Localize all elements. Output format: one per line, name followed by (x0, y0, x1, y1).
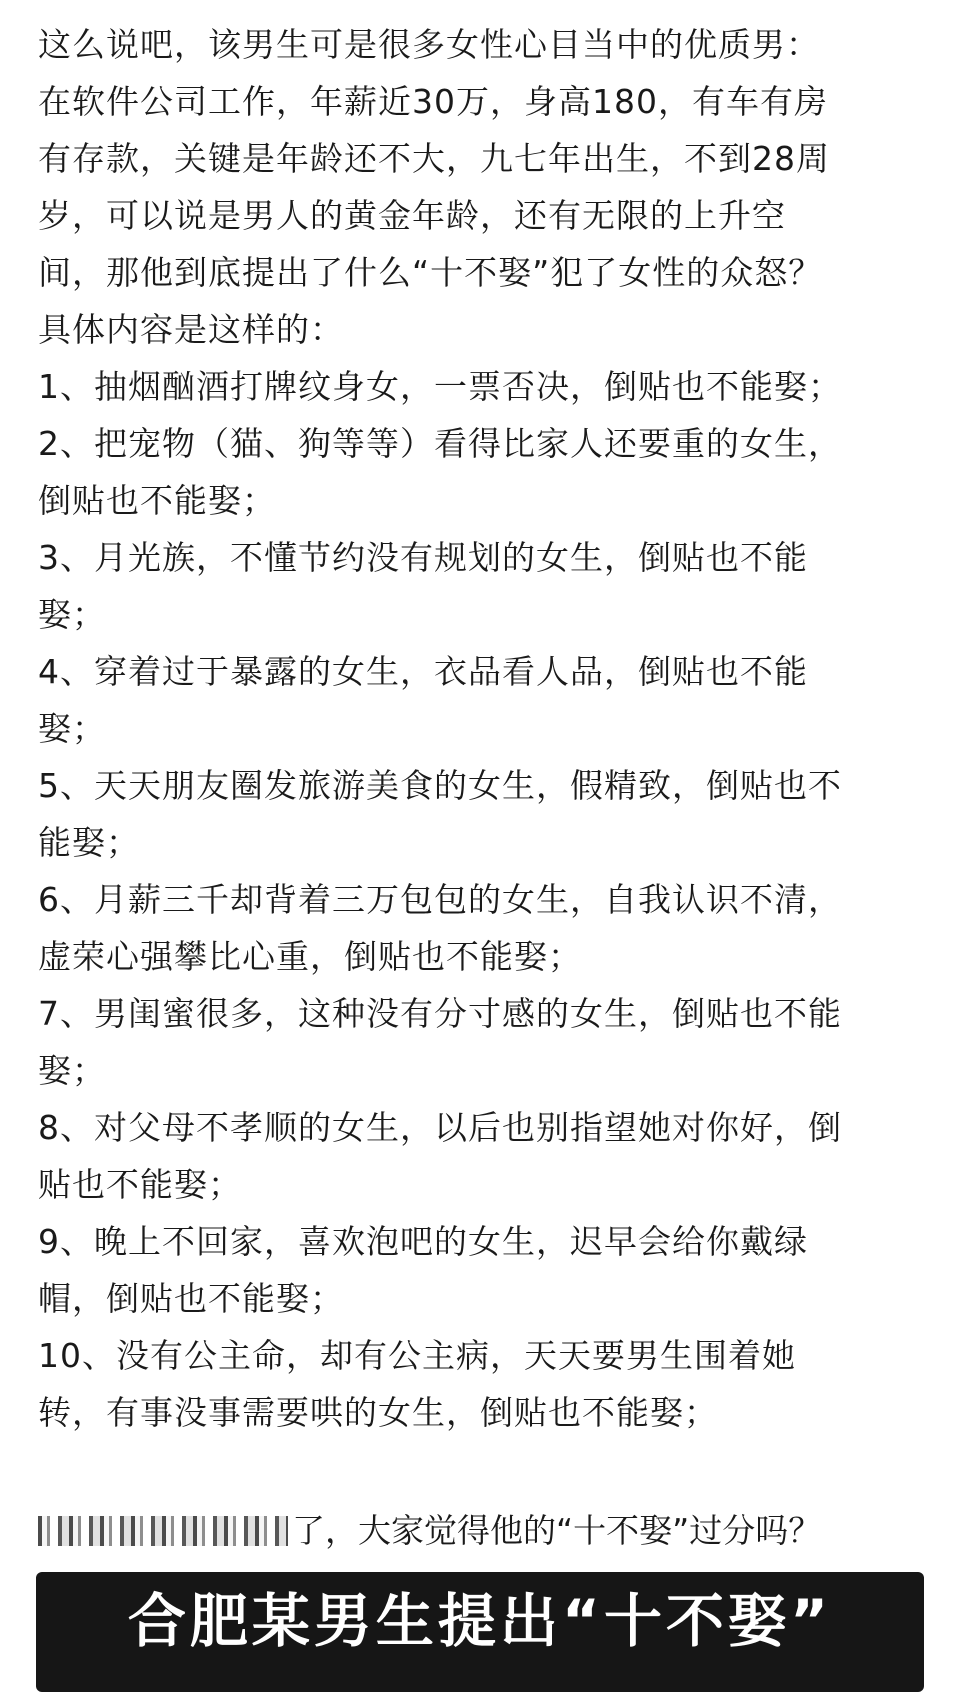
article-line: 具体内容是这样的： (38, 310, 344, 349)
list-item-3: 3、月光族，不懂节约没有规划的女生，倒贴也不能 (38, 538, 808, 577)
article-line: 岁，可以说是男人的黄金年龄，还有无限的上升空 (38, 196, 786, 235)
list-item-8-cont: 贴也不能娶； (38, 1165, 242, 1204)
list-item-2-cont: 倒贴也不能娶； (38, 481, 276, 520)
list-item-8: 8、对父母不孝顺的女生，以后也别指望她对你好，倒 (38, 1108, 842, 1147)
list-item-9: 9、晚上不回家，喜欢泡吧的女生，迟早会给你戴绿 (38, 1222, 808, 1261)
article-line: 有存款，关键是年龄还不大，九七年出生，不到28周 (38, 139, 830, 178)
list-item-10-cont: 转，有事没事需要哄的女生，倒贴也不能娶； (38, 1393, 718, 1432)
list-item-2: 2、把宠物（猫、狗等等）看得比家人还要重的女生， (38, 424, 842, 463)
list-item-4: 4、穿着过于暴露的女生，衣品看人品，倒贴也不能 (38, 652, 808, 691)
list-item-10: 10、没有公主命，却有公主病，天天要男生围着她 (38, 1336, 796, 1375)
list-item-6-cont: 虚荣心强攀比心重，倒贴也不能娶； (38, 937, 582, 976)
list-item-5: 5、天天朋友圈发旅游美食的女生，假精致，倒贴也不 (38, 766, 842, 805)
list-item-7-cont: 娶； (38, 1051, 106, 1090)
list-item-9-cont: 帽，倒贴也不能娶； (38, 1279, 344, 1318)
article-line: 间，那他到底提出了什么“十不娶”犯了女性的众怒？ (38, 253, 823, 292)
closing-question-text: 了，大家觉得他的“十不娶”过分吗？ (292, 1511, 822, 1550)
article-line: 在软件公司工作，年薪近30万，身高180，有车有房 (38, 82, 828, 121)
article-line: 这么说吧，该男生可是很多女性心目当中的优质男： (38, 25, 820, 64)
closing-question (38, 1502, 821, 1559)
list-item-5-cont: 能娶； (38, 823, 140, 862)
list-item-7: 7、男闺蜜很多，这种没有分寸感的女生，倒贴也不能 (38, 994, 842, 1033)
pixelated-redaction (38, 1516, 288, 1546)
list-item-4-cont: 娶； (38, 709, 106, 748)
list-item-3-cont: 娶； (38, 595, 106, 634)
headline-banner (36, 1572, 924, 1692)
list-item-1: 1、抽烟酗酒打牌纹身女，一票否决，倒贴也不能娶； (38, 367, 842, 406)
list-item-6: 6、月薪三千却背着三万包包的女生，自我认识不清， (38, 880, 842, 919)
article-body (38, 16, 938, 1441)
headline-title: 合肥某男生提出“十不娶” (127, 1587, 833, 1655)
